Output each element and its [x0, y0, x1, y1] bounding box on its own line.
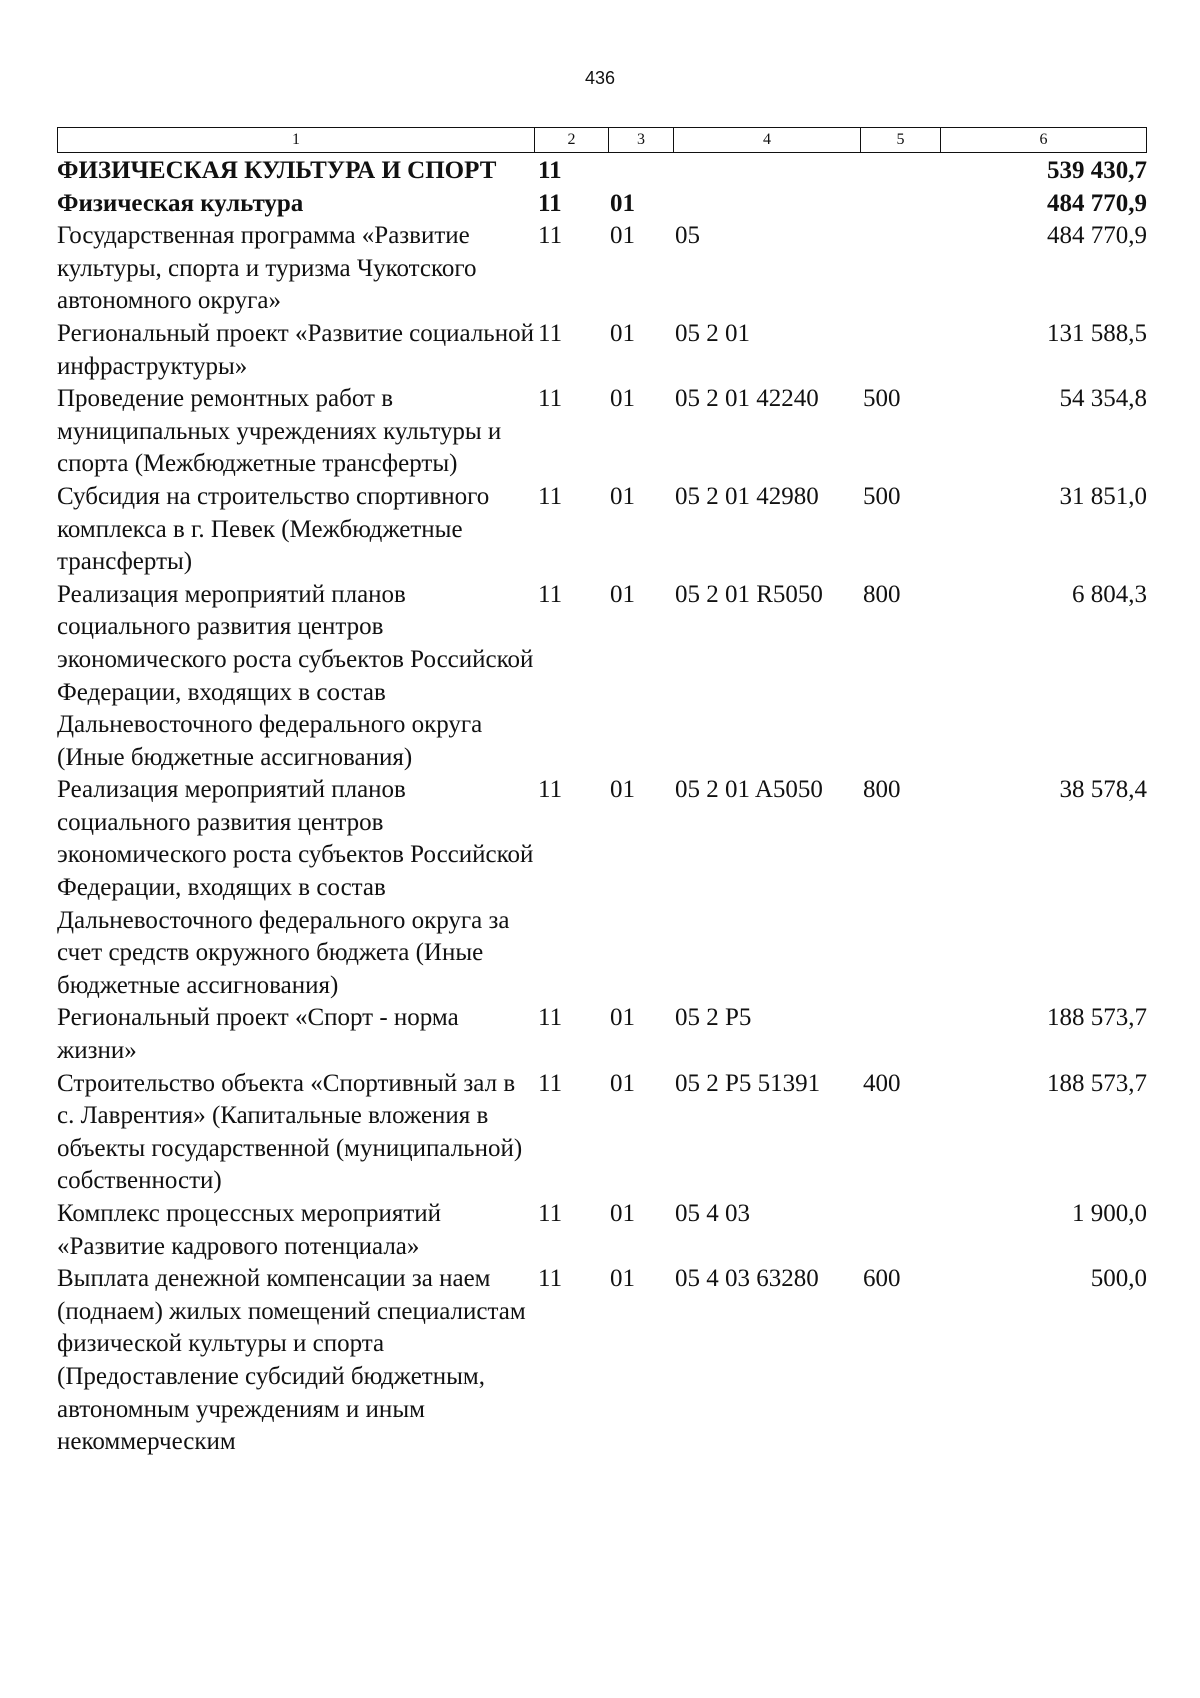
- table-row: [57, 383, 1147, 481]
- row-expense-type: 500: [863, 385, 901, 413]
- row-subsection: 01: [610, 385, 635, 413]
- row-name: Реализация мероприятий планов социального развития центров экономического роста субъектов Российской Федерации, входящих в состав Дальневосточного федерального округа за счет средств окружного бюджета (Иные бюджетные ассигнования): [57, 776, 534, 999]
- row-target-code: 05: [675, 222, 700, 250]
- row-name: Комплекс процессных мероприятий «Развитие кадрового потенциала»: [57, 1200, 442, 1260]
- row-subsection: 01: [610, 580, 635, 608]
- row-section: 11: [538, 189, 562, 217]
- table-row: [57, 220, 1147, 318]
- row-section: 11: [538, 385, 563, 413]
- row-target-code: 05 2 01 R5050: [675, 580, 823, 608]
- row-expense-type: 800: [863, 776, 901, 804]
- row-expense-type: [863, 220, 943, 318]
- row-amount: 6 804,3: [1072, 580, 1147, 608]
- row-subsection: 01: [610, 776, 635, 804]
- row-subsection: 01: [610, 1265, 635, 1293]
- row-name: Проведение ремонтных работ в муниципальных учреждениях культуры и спорта (Межбюджетные трансферты): [57, 385, 502, 478]
- row-section: 11: [538, 1004, 563, 1032]
- table-row: [57, 318, 1147, 383]
- header-col-3: 3: [609, 128, 674, 152]
- row-expense-type: [863, 1198, 943, 1263]
- row-expense-type: [863, 188, 943, 221]
- row-name: Региональный проект «Спорт - норма жизни»: [57, 1004, 459, 1065]
- row-amount: 31 851,0: [1059, 482, 1147, 510]
- row-expense-type: 600: [863, 1265, 901, 1293]
- row-name: Физическая культура: [57, 189, 304, 217]
- header-col-6: 6: [1039, 131, 1048, 148]
- row-subsection: [610, 155, 675, 188]
- row-section: 11: [538, 157, 562, 184]
- row-subsection: 01: [610, 482, 635, 510]
- header-col-2: 2: [535, 128, 609, 152]
- table-row: [57, 1263, 1147, 1459]
- page-number: 436: [584, 68, 616, 88]
- row-target-code: 05 2 01 42980: [675, 482, 819, 510]
- row-amount: 500,0: [1090, 1265, 1147, 1293]
- row-name: Строительство объекта «Спортивный зал в с. Лаврентия» (Капитальные вложения в объекты государственной (муниципальной) собственности): [57, 1069, 523, 1195]
- table-body: [57, 155, 1147, 1459]
- row-amount: 484 770,9: [1047, 189, 1147, 217]
- row-target-code: 05 2 01 42240: [675, 385, 819, 413]
- row-section: 11: [538, 1265, 563, 1293]
- row-amount: 131 588,5: [1047, 319, 1147, 347]
- row-amount: 38 578,4: [1059, 776, 1147, 804]
- row-section: 11: [538, 319, 563, 347]
- table-row: [57, 1002, 1147, 1067]
- table-row: [57, 579, 1147, 775]
- row-subsection: 01: [610, 189, 635, 217]
- row-section: 11: [538, 482, 563, 510]
- table-row: [57, 1068, 1147, 1198]
- row-amount: 188 573,7: [1047, 1069, 1147, 1097]
- row-subsection: 01: [610, 1200, 635, 1227]
- header-col-5: 5: [861, 128, 941, 152]
- row-amount: 484 770,9: [1047, 222, 1147, 250]
- table-row: [57, 155, 1147, 188]
- row-expense-type: 400: [863, 1069, 901, 1097]
- row-name: Региональный проект «Развитие социальной инфраструктуры»: [57, 319, 534, 380]
- row-section: 11: [538, 776, 563, 804]
- table-row: [57, 188, 1147, 221]
- row-subsection: 01: [610, 222, 635, 250]
- row-amount: 1 900,0: [1072, 1200, 1147, 1227]
- row-section: 11: [538, 222, 563, 250]
- row-name: Субсидия на строительство спортивного комплекса в г. Певек (Межбюджетные трансферты): [57, 482, 490, 576]
- row-name: ФИЗИЧЕСКАЯ КУЛЬТУРА И СПОРТ: [57, 157, 497, 184]
- row-target-code: 05 4 03 63280: [675, 1265, 819, 1293]
- row-target-code: 05 2 01 A5050: [675, 776, 823, 804]
- row-expense-type: 800: [863, 580, 901, 608]
- row-amount: 188 573,7: [1047, 1004, 1147, 1032]
- row-section: 11: [538, 1069, 563, 1097]
- header-col-4: 4: [674, 128, 861, 152]
- row-subsection: 01: [610, 1069, 635, 1097]
- row-section: 11: [538, 580, 563, 608]
- row-expense-type: [863, 1002, 943, 1067]
- row-name: Реализация мероприятий планов социального развития центров экономического роста субъектов Российской Федерации, входящих в состав Дальневосточного федерального округа (Иные бюджетные ассигнования): [57, 580, 534, 771]
- row-expense-type: [863, 155, 943, 188]
- row-name: Государственная программа «Развитие культуры, спорта и туризма Чукотского автономного округа»: [57, 222, 477, 315]
- row-expense-type: 500: [863, 482, 901, 510]
- row-target-code: [675, 155, 863, 188]
- header-col-1: 1: [58, 128, 535, 152]
- row-section: 11: [538, 1200, 563, 1227]
- row-name: Выплата денежной компенсации за наем (поднаем) жилых помещений специалистам физической культуры и спорта (Предоставление субсидий бюджетным, автономным учреждениям и иным некоммерческим: [57, 1265, 526, 1456]
- row-subsection: 01: [610, 1004, 635, 1032]
- row-target-code: 05 2 01: [675, 319, 750, 347]
- table-row: [57, 774, 1147, 1002]
- row-amount: 539 430,7: [1047, 157, 1147, 184]
- row-expense-type: [863, 318, 943, 383]
- row-target-code: [675, 188, 863, 221]
- row-amount: 54 354,8: [1059, 385, 1147, 413]
- row-target-code: 05 2 P5 51391: [675, 1069, 821, 1097]
- row-target-code: 05 2 P5: [675, 1004, 752, 1032]
- row-subsection: 01: [610, 319, 635, 347]
- table-row: [57, 1198, 1147, 1263]
- row-target-code: 05 4 03: [675, 1200, 750, 1227]
- table-header: [57, 127, 1147, 153]
- table-row: [57, 481, 1147, 579]
